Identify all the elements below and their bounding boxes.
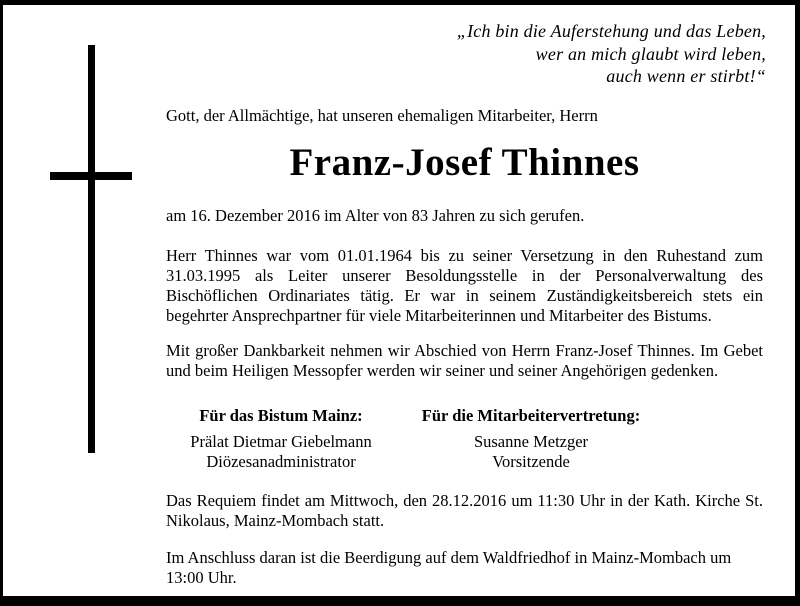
bible-quote-line-1: „Ich bin die Auferstehung und das Leben, (456, 21, 766, 41)
cross-vertical-bar (88, 45, 95, 453)
career-paragraph: Herr Thinnes war vom 01.01.1964 bis zu seiner Versetzung in den Ruhestand zum 31.03.1995 als Leiter unserer Besoldungsstelle in der Personalverwaltung des Bischöflichen Ordinariates tätig. Er war in seinem Zuständigkeitsbereich stets ein begehrter Ansprechpartner für viele Mitarbeiterinnen und Mitarbeiter des Bistums. (166, 246, 763, 325)
requiem-paragraph: Das Requiem findet am Mittwoch, den 28.12.2016 um 11:30 Uhr in der Kath. Kirche St. Nikolaus, Mainz-Mombach statt. (166, 491, 763, 530)
bible-quote-line-2: wer an mich glaubt wird leben, (535, 43, 766, 64)
signatory-mitarbeitervertretung (396, 406, 666, 472)
farewell-paragraph: Mit großer Dankbarkeit nehmen wir Abschied von Herrn Franz-Josef Thinnes. Im Gebet und beim Heiligen Messopfer werden wir seiner und seiner Angehörigen gedenken. (166, 341, 763, 380)
death-date-line: am 16. Dezember 2016 im Alter von 83 Jahren zu sich gerufen. (166, 206, 585, 225)
intro-line: Gott, der Allmächtige, hat unseren ehemaligen Mitarbeiter, Herrn (166, 106, 598, 125)
deceased-name: Franz-Josef Thinnes (289, 141, 640, 184)
signatory-bistum-role: Diözesanadministrator (206, 452, 356, 471)
signatory-mitarbeitervertretung-heading: Für die Mitarbeitervertretung: (421, 406, 641, 425)
bible-quote-line-3: auch wenn er stirbt!“ (606, 66, 766, 86)
signatory-mitarbeitervertretung-name: Susanne Metzger (473, 432, 589, 451)
signatories (166, 406, 763, 472)
bible-quote (457, 20, 766, 88)
signatory-bistum-heading: Für das Bistum Mainz: (199, 406, 363, 425)
signatory-mitarbeitervertretung-role: Vorsitzende (492, 452, 570, 471)
signatory-bistum (166, 406, 396, 472)
signatory-bistum-name: Prälat Dietmar Giebelmann (190, 432, 372, 451)
cross-horizontal-bar (50, 172, 132, 180)
burial-paragraph: Im Anschluss daran ist die Beerdigung auf dem Waldfriedhof in Mainz-Mombach um 13:00 Uhr. (166, 548, 732, 587)
